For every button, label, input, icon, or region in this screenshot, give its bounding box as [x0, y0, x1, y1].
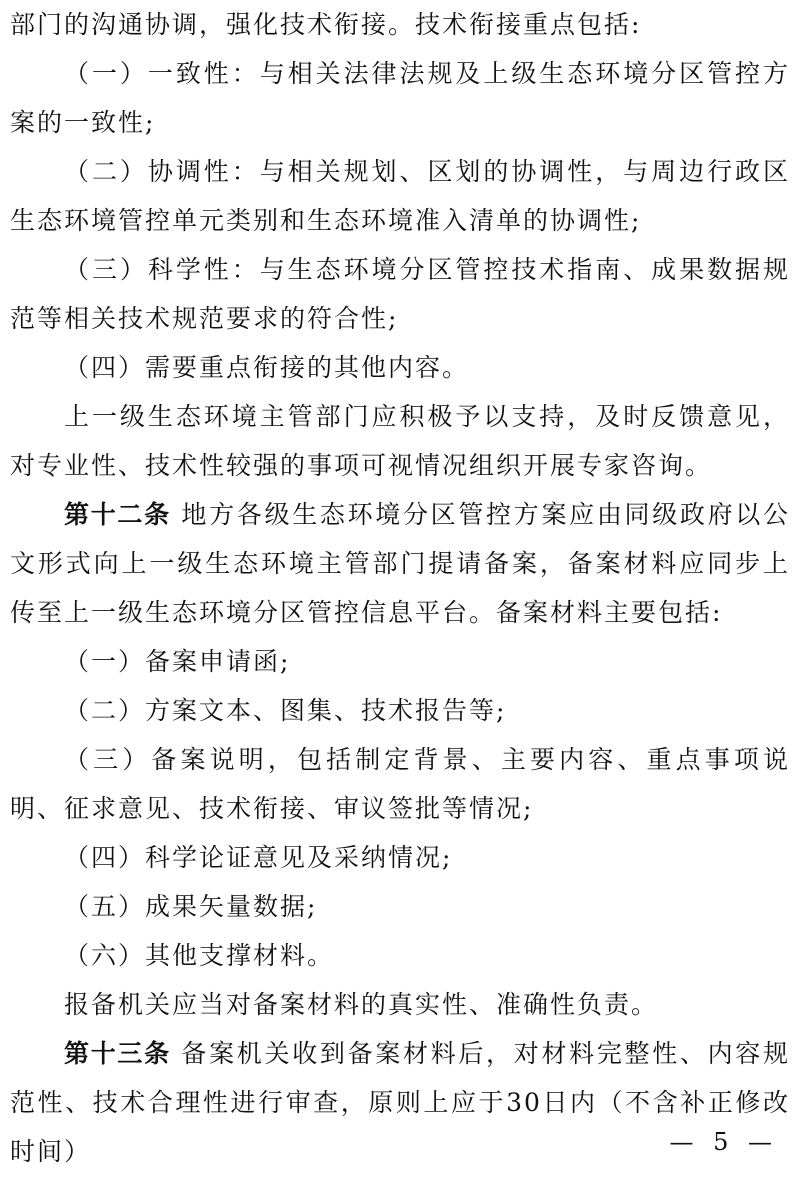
paragraph-2: [10, 49, 790, 147]
paragraph-13: [10, 931, 790, 980]
paragraph-3-text: （二）协调性：与相关规划、区划的协调性，与周边行政区生态环境管控单元类别和生态环境准入清单的协调性;: [10, 157, 790, 235]
article-13-heading: 第十三条: [64, 1039, 171, 1068]
paragraph-13-text: （六）其他支撑材料。: [64, 941, 335, 970]
paragraph-14: [10, 980, 790, 1029]
paragraph-9-text: （二）方案文本、图集、技术报告等;: [64, 696, 507, 725]
paragraph-1: [10, 0, 790, 49]
paragraph-9: [10, 686, 790, 735]
paragraph-8-text: （一）备案申请函;: [64, 647, 291, 676]
paragraph-1-text: 部门的沟通协调，强化技术衔接。技术衔接重点包括:: [10, 10, 642, 39]
paragraph-11: [10, 833, 790, 882]
article-12: [10, 490, 790, 637]
article-13-text: 备案机关收到备案材料后，对材料完整性、内容规范性、技术合理性进行审查，原则上应于30日内（不含补正修改时间）: [10, 1039, 790, 1166]
paragraph-6: [10, 392, 790, 490]
paragraph-11-text: （四）科学论证意见及采纳情况;: [64, 843, 453, 872]
paragraph-5: [10, 343, 790, 392]
paragraph-10-text: （三）备案说明，包括制定背景、主要内容、重点事项说明、征求意见、技术衔接、审议签批等情况;: [10, 745, 790, 823]
paragraph-4-text: （三）科学性：与生态环境分区管控技术指南、成果数据规范等相关技术规范要求的符合性;: [10, 255, 790, 333]
paragraph-4: [10, 245, 790, 343]
paragraph-2-text: （一）一致性：与相关法律法规及上级生态环境分区管控方案的一致性;: [10, 59, 790, 137]
paragraph-14-text: 报备机关应当对备案材料的真实性、准确性负责。: [64, 990, 659, 1019]
page-number: — 5 —: [669, 1128, 778, 1156]
article-12-text: 地方各级生态环境分区管控方案应由同级政府以公文形式向上一级生态环境主管部门提请备案，备案材料应同步上传至上一级生态环境分区管控信息平台。备案材料主要包括:: [10, 500, 790, 627]
paragraph-12-text: （五）成果矢量数据;: [64, 892, 318, 921]
paragraph-12: [10, 882, 790, 931]
paragraph-10: [10, 735, 790, 833]
paragraph-3: [10, 147, 790, 245]
paragraph-6-text: 上一级生态环境主管部门应积极予以支持，及时反馈意见，对专业性、技术性较强的事项可视情况组织开展专家咨询。: [10, 402, 790, 480]
article-12-heading: 第十二条: [64, 500, 171, 529]
paragraph-5-text: （四）需要重点衔接的其他内容。: [64, 353, 470, 382]
paragraph-8: [10, 637, 790, 686]
